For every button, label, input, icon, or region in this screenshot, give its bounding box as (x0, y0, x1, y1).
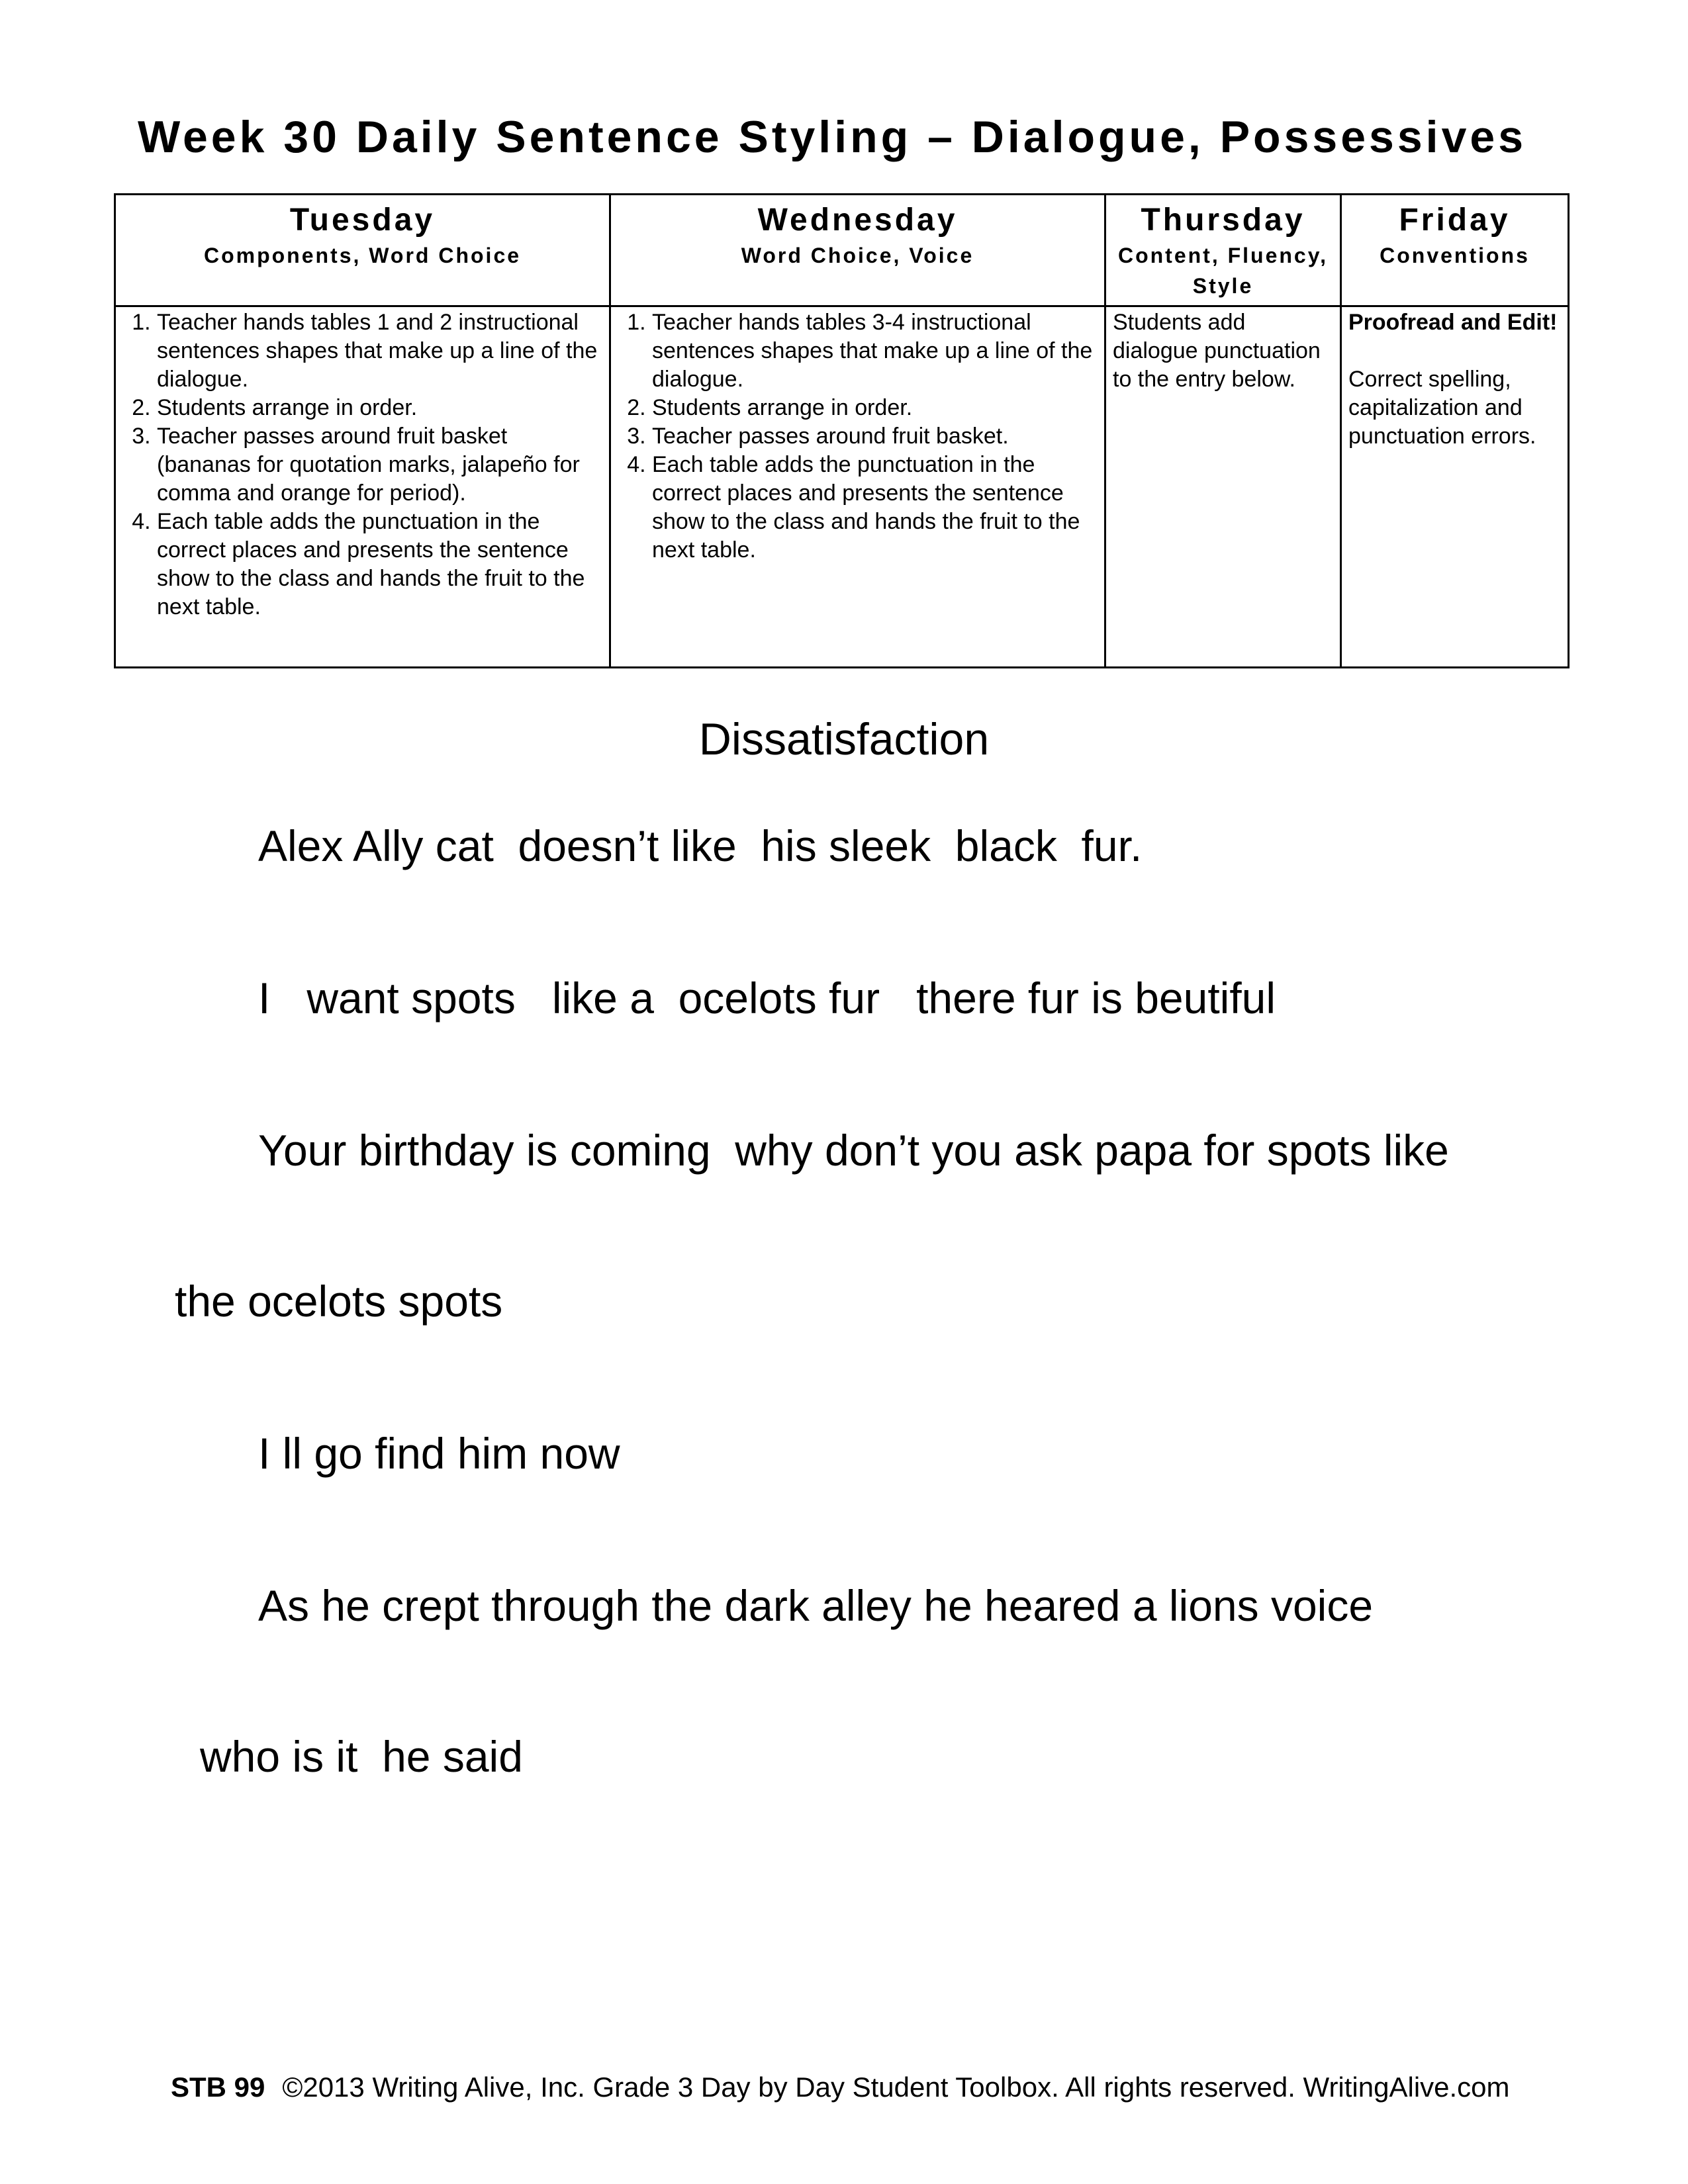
weekly-schedule-table (114, 193, 1570, 668)
story-line: Your birthday is coming why don’t you ask papa for spots like (258, 1126, 1449, 1175)
day-label: Thursday (1141, 203, 1305, 238)
table-header-row (115, 195, 1569, 306)
thursday-text: Students add dialogue punctuation to the entry below. (1113, 310, 1321, 392)
story-line: the ocelots spots (175, 1277, 503, 1326)
list-item: 1. Teacher hands tables 3-4 instructional sentences shapes that make up a line of the dialogue. (652, 308, 1098, 394)
page-code: STB 99 (171, 2071, 265, 2103)
column-header-wednesday (610, 195, 1105, 306)
day-focus: Content, Fluency, Style (1117, 244, 1329, 298)
list-item: 1. Teacher hands tables 1 and 2 instructional sentences shapes that make up a line of the dialogue. (157, 308, 602, 394)
day-label: Tuesday (289, 203, 436, 238)
list-item: 4. Each table adds the punctuation in the correct places and presents the sentence show to the class and hands the fruit to the next table. (157, 508, 602, 621)
story-line: As he crept through the dark alley he heared a lions voice (258, 1581, 1374, 1630)
day-label: Wednesday (757, 203, 958, 238)
column-header-thursday (1105, 195, 1341, 306)
copyright-text: ©2013 Writing Alive, Inc. Grade 3 Day by Day Student Toolbox. All rights reserved. WritingAlive.com (282, 2071, 1510, 2103)
tuesday-step-list (122, 308, 602, 621)
list-item: 3. Teacher passes around fruit basket. (652, 422, 1098, 451)
day-focus: Word Choice, Voice (741, 244, 974, 267)
story-line: Alex Ally cat doesn’t like his sleek black fur. (258, 821, 1143, 870)
story-title: Dissatisfaction (698, 714, 990, 764)
list-item: 3. Teacher passes around fruit basket (bananas for quotation marks, jalapeño for comma and orange for period). (157, 422, 602, 508)
wednesday-instructions (610, 306, 1105, 668)
table-body-row (115, 306, 1569, 668)
friday-text: Correct spelling, capitalization and punctuation errors. (1348, 367, 1536, 449)
friday-heading: Proofread and Edit! (1348, 310, 1558, 335)
day-focus: Components, Word Choice (203, 244, 522, 267)
list-item: 2. Students arrange in order. (652, 394, 1098, 422)
page-footer (171, 2071, 1510, 2103)
story-line: I ll go find him now (258, 1429, 620, 1478)
story-line: who is it he said (200, 1732, 523, 1781)
friday-instructions (1341, 306, 1569, 668)
day-label: Friday (1399, 203, 1511, 238)
wednesday-step-list (618, 308, 1098, 565)
column-header-friday (1341, 195, 1569, 306)
thursday-instructions (1105, 306, 1341, 668)
tuesday-instructions (115, 306, 610, 668)
column-header-tuesday (115, 195, 610, 306)
story-line: I want spots like a ocelots fur there fur is beutiful (258, 974, 1276, 1023)
day-focus: Conventions (1380, 244, 1530, 267)
page-title: Week 30 Daily Sentence Styling – Dialogue, Possessives (138, 112, 1527, 162)
list-item: 2. Students arrange in order. (157, 394, 602, 422)
list-item: 4. Each table adds the punctuation in the correct places and presents the sentence show to the class and hands the fruit to the next table. (652, 451, 1098, 565)
